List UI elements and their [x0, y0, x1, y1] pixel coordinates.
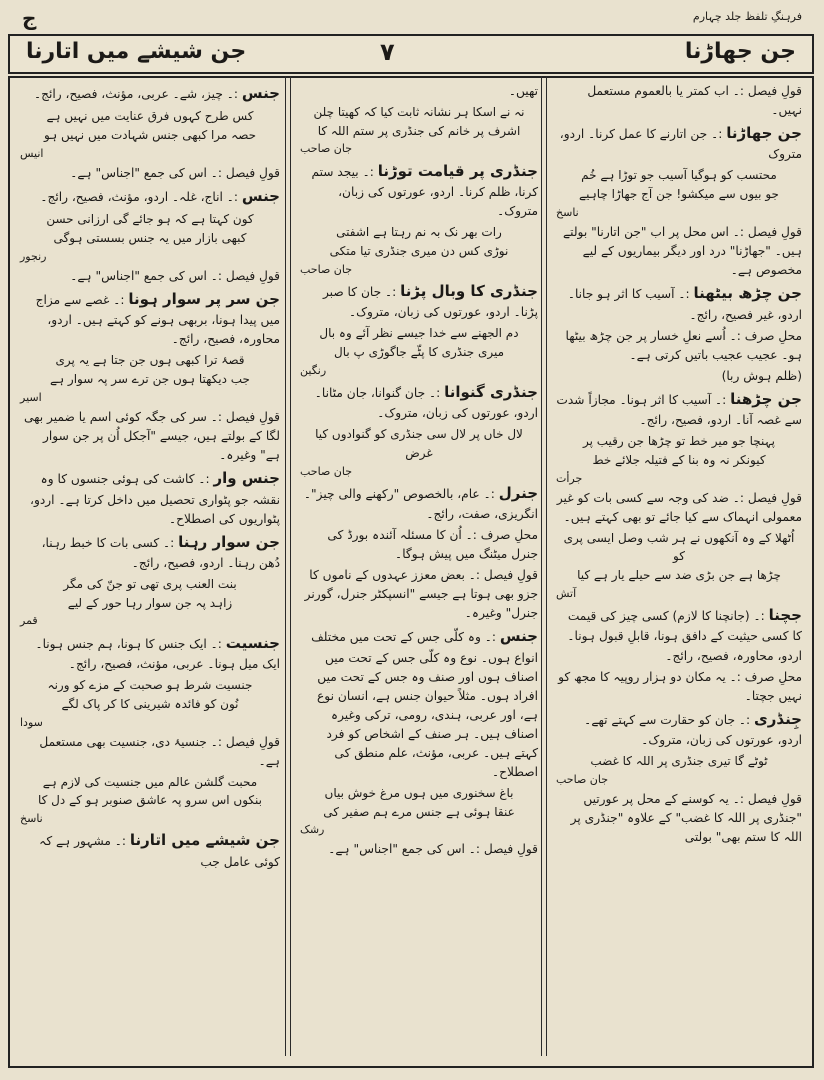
- headword: جن سر پر سوار ہونا: [128, 290, 280, 309]
- headword: جنڈری کا وبال پڑنا: [400, 281, 538, 300]
- definition-text: :۔ وہ کلّی جس کے تحت میں مختلف انواع ہوں۔ نوع وہ کلّی جس کے تحت میں اصناف ہوں اور صنف وہ جس کے تحت میں افراد ہوں۔ مثلاً حیوان جنس ہے، انسان نوع ہے، اور عربی، ہندی، رومی، ترکی وغیرہ اصناف ہیں۔ ہر صنف کے اشخاص کو فرد کہتے ہیں۔ عربی، مؤنث، علم منطق کی اصطلاح۔: [311, 630, 538, 779]
- entry-text: [556, 223, 802, 280]
- verse-quote: [20, 773, 280, 828]
- first-headword: جن جھاڑنا: [684, 39, 796, 64]
- entry-text: [300, 526, 538, 564]
- definition-text: :۔ کسی بات کا خبط رہنا، دُھن رہنا۔ اردو، فصیح، رائج۔: [41, 535, 280, 571]
- verse-line: جب دیکھتا ہوں جن ترے سر پہ سوار ہے: [50, 372, 250, 387]
- verse-quote: [20, 575, 280, 630]
- poet-name: جرأت: [556, 471, 583, 485]
- dictionary-entry: [300, 381, 538, 423]
- verse-quote: [20, 676, 280, 731]
- verse-quote: [300, 425, 538, 480]
- verse-line: کیونکر نہ وہ بنا کے فتیلہ جلائے خط: [592, 452, 766, 467]
- definition-text: :۔ چیز، شے۔ عربی، مؤنث، فصیح، رائج۔: [33, 87, 242, 101]
- definition-text: محلِ صرف :۔ یہ مکان دو ہزار روپیہ کا مجھ کو نہیں جچتا۔: [558, 669, 802, 703]
- dictionary-entry: [20, 185, 280, 208]
- dictionary-entry: [300, 280, 538, 322]
- definition-text: قولِ فیصل :۔ سر کی جگہ کوئی اسم یا ضمیر بھی لگا کے بولتے ہیں، جیسے "آجکل اُن پر جن سوار ہے" وغیرہ۔: [24, 410, 280, 463]
- dictionary-entry: [556, 708, 802, 750]
- definition-text: :۔ آسیب کا اثر ہو جانا۔ اردو، غیر فصیح، رائج۔: [567, 287, 802, 322]
- verse-line: لال خاں پر لال سی جنڈری کو گنوادوں کیا غرض: [315, 427, 523, 460]
- verse-line: اُٹھلا کے وہ آنکھوں نے ہر شب وصل ایسی پری کو: [563, 530, 795, 564]
- verse-line: کون کہتا ہے کہ ہو جائے گی ارزانی حسن: [46, 212, 254, 227]
- headword: جِنڈری: [754, 709, 802, 728]
- definition-text: قولِ فیصل :۔ جنسیۂ دی، جنسیت بھی مستعمل ہے۔: [39, 734, 280, 768]
- poet-name: رنجور: [20, 249, 47, 263]
- verse-line: حصہ مرا کبھی جنس شہادت میں نہیں ہو: [43, 128, 257, 143]
- headword: جن شیشے میں اتارنا: [129, 831, 280, 850]
- poet-name: جان صاحب: [300, 464, 353, 478]
- entry-text: [300, 82, 538, 101]
- entry-text: [20, 164, 280, 183]
- verse-line: رات بھر نک بہ نم رہتا ہے اشفتی: [336, 225, 502, 240]
- verse-line: جنسیت شرط ہو صحبت کے مزے کو ورنہ: [47, 678, 253, 693]
- dictionary-entry: [20, 467, 280, 528]
- verse-quote: [20, 210, 280, 265]
- verse-line: چڑھا ہے جن بڑی ضد سے حیلے یار ہے کیا: [577, 568, 781, 583]
- verse-line: میری جنڈری کا پٹّے جاگوڑی پ بال: [333, 344, 505, 359]
- verse-line: پہنچا جو میر خط تو چڑھا جن رقیب پر: [582, 434, 776, 449]
- verse-line: دم الجھنے سے خدا جیسے نظر آئے وہ بال: [319, 326, 519, 341]
- definition-text: :۔ آسیب کا اثر ہونا۔ مجازاً شدت سے غصہ آنا۔ اردو، فصیح، رائج۔: [556, 392, 802, 428]
- verse-line: اشرف پر خانم کی جنڈری پر ستم اللہ کا: [317, 123, 521, 138]
- definition-text: :۔ اناج، غلہ۔ اردو، مؤنث، فصیح، رائج۔: [40, 190, 242, 205]
- headword: جن چڑھ بیٹھنا: [693, 284, 802, 303]
- verse-line: محتسب کو ہوگیا آسیب جو توڑا ہے خُم: [581, 168, 777, 183]
- dictionary-entry: [556, 122, 802, 164]
- dictionary-entry: [556, 282, 802, 324]
- dictionary-entry: [300, 482, 538, 524]
- definition-text: (ظلم ہوش ربا): [721, 368, 802, 383]
- definition-text: :۔ کاشت کی ہوئی جنسوں کا وہ نقشہ جو پٹواری تحصیل میں داخل کرتا ہے۔ اردو، پٹواریوں کی اصطلاح۔: [30, 472, 280, 526]
- definition-text: قولِ فیصل :۔ اس کی جمع "اجناس" ہے۔: [70, 269, 280, 283]
- entry-text: [556, 367, 802, 386]
- definition-text: قولِ فیصل :۔ اب کمتر یا بالعموم مستعمل نہیں۔: [587, 84, 802, 118]
- dictionary-entry: [300, 160, 538, 221]
- headword: جنس: [241, 84, 280, 102]
- verse-line: قصۂ ترا کبھی ہوں جن جتا ہے یہ پری: [55, 353, 245, 368]
- headword: جنس: [499, 627, 538, 646]
- column-rule: [546, 76, 547, 1056]
- running-head: [8, 6, 816, 32]
- verse-quote: [300, 784, 538, 839]
- definition-text: محلِ صرف :۔ اُن کا مسئلہ آئندہ بورڈ کی جنرل میٹنگ میں پیش ہوگا۔: [327, 528, 538, 562]
- definition-text: :۔ مشہور ہے کہ کوئی عامل جب: [39, 834, 280, 869]
- verse-quote: [20, 351, 280, 406]
- verse-line: کبھی بازار میں یہ جنس بسستی ہوگی: [53, 231, 247, 246]
- headword: جنسیت: [225, 633, 280, 652]
- last-headword: جن شیشے میں اتارنا: [26, 39, 247, 64]
- headword: جنڈری پر قیامت توڑنا: [377, 161, 538, 180]
- definition-text: :۔ جان کا صبر پڑنا۔ اردو، عورتوں کی زبان، متروک۔: [322, 284, 538, 320]
- verse-quote: [556, 166, 802, 221]
- verse-quote: [300, 223, 538, 278]
- verse-line: جو بیوں سے میکشو! جن آج جھاڑا چاہیے: [579, 187, 779, 202]
- definition-text: :۔ عام، بالخصوص "رکھنے والی چیز"۔ انگریزی، صفت، رائج۔: [303, 486, 538, 522]
- headword-header: [8, 34, 814, 74]
- poet-name: جان صاحب: [300, 262, 353, 276]
- column-right: [548, 76, 810, 1058]
- poet-name: اسیر: [20, 390, 42, 404]
- column-left: [12, 76, 288, 1058]
- verse-line: نہ نے اسکا ہر نشانہ ثابت کیا کہ کھیتا چلن: [313, 105, 525, 120]
- entry-text: [556, 82, 802, 120]
- headword: جنڈری گنوانا: [444, 382, 538, 401]
- entry-text: [556, 327, 802, 365]
- definition-text: قولِ فیصل :۔ اس کی جمع "اجناس" ہے۔: [70, 165, 280, 180]
- poet-name: سودا: [20, 715, 43, 729]
- entry-text: [20, 267, 280, 286]
- verse-quote: [556, 529, 802, 602]
- headword: جن سوار رہنا: [178, 532, 280, 551]
- verse-line: ٹوٹے گا تیری جنڈری پر اللہ کا غضب: [590, 754, 768, 769]
- entry-text: [20, 733, 280, 771]
- verse-quote: [20, 107, 280, 162]
- dictionary-entry: [20, 632, 280, 674]
- verse-line: زاہد پہ جن سوار رہا حور کے لیے: [67, 595, 233, 610]
- poet-name: انیس: [20, 146, 44, 160]
- definition-text: تھیں۔: [508, 84, 538, 98]
- headword: جنرل: [498, 483, 538, 502]
- dictionary-entry: [556, 388, 802, 430]
- running-head-title: فرہنگِ تلفظ جلد چہارم: [692, 10, 802, 23]
- headword: جن چڑھنا: [730, 389, 802, 408]
- definition-text: :۔ (جانچنا کا لازم) کسی چیز کی قیمت کا کسی حیثیت کے دافق ہونا، قابلِ قبول ہونا۔ اردو، محاورہ، فصیح، رائج۔: [567, 609, 802, 663]
- verse-line: بنت العنب پری تھی تو جنّ کی مگر: [63, 577, 237, 592]
- verse-quote: [300, 324, 538, 379]
- definition-text: قولِ فیصل :۔ اس کی جمع "اجناس" ہے۔: [328, 842, 538, 857]
- poet-name: ناسخ: [556, 205, 579, 219]
- headword: جن جھاڑنا: [726, 124, 802, 143]
- entry-text: [20, 408, 280, 465]
- poet-name: آتش: [556, 586, 577, 600]
- entry-text: [300, 840, 538, 859]
- entry-text: [556, 668, 802, 706]
- definition-text: قولِ فیصل :۔ یہ کوسنے کے محل پر عورتیں "جنڈری پر اللہ کا غضب" کے علاوہ "جنڈری پر اللہ کا ستم بھی" بولتی: [570, 791, 802, 844]
- dictionary-entry: [20, 288, 280, 349]
- verse-quote: [556, 752, 802, 788]
- verse-quote: [300, 103, 538, 158]
- headword: جچنا: [768, 606, 802, 625]
- verse-quote: [556, 432, 802, 487]
- verse-line: محبت گلشن عالم میں جنسیت کی لازم ہے: [42, 774, 258, 789]
- headword: جنس: [241, 187, 280, 206]
- definition-text: :۔ غصے سے مزاج میں پیدا ہونا، بربھی ہونے کو کہتے ہیں۔ اردو، محاورہ، فصیح، رائج۔: [35, 293, 280, 347]
- definition-text: قولِ فیصل :۔ ضد کی وجہ سے کسی بات کو غیر معمولی انہماک سے کیا جائے تو بھی کہتے ہیں۔: [556, 490, 802, 524]
- definition-text: :۔ جان گنوانا، جان مٹانا۔ اردو، عورتوں کی زبان، متروک۔: [314, 385, 538, 421]
- verse-line: نوڑی کس دن میری جنڈری تیا متکی: [329, 243, 509, 258]
- poet-name: رشک: [300, 823, 325, 837]
- definition-text: :۔ جان کو حقارت سے کہتے تھے۔ اردو، عورتوں کی زبان، متروک۔: [584, 712, 802, 747]
- entry-text: [556, 489, 802, 527]
- poet-name: جان صاحب: [300, 142, 353, 156]
- verse-line: نُون کو فائدہ شیرینی کا کر پاک لگے: [61, 696, 239, 711]
- definition-text: قولِ فیصل :۔ بعض معزز عہدوں کے ناموں کا جزو بھی ہوتا ہے جیسے "انسپکٹر جنرل، گورنر جنرل" وغیرہ۔: [304, 568, 538, 621]
- entry-text: [556, 790, 802, 847]
- poet-name: رنگین: [300, 363, 327, 377]
- verse-line: بنکوں اس سرو پہ عاشق صنوبر ہو کے دل کا: [37, 793, 262, 808]
- page-number: ۷: [380, 38, 395, 66]
- dictionary-entry: [20, 531, 280, 573]
- column-rule: [290, 76, 291, 1056]
- dictionary-entry: [300, 625, 538, 782]
- poet-name: قمر: [20, 614, 38, 628]
- running-head-letter: ج: [22, 6, 37, 30]
- column-middle: [292, 76, 546, 1058]
- definition-text: :۔ بیجد ستم کرنا، ظلم کرنا۔ اردو، عورتوں کی زبان، متروک۔: [311, 164, 538, 219]
- poet-name: ناسخ: [20, 812, 43, 826]
- dictionary-entry: [20, 829, 280, 871]
- poet-name: جان صاحب: [556, 772, 609, 786]
- headword: جنس وار: [213, 469, 280, 488]
- definition-text: :۔ جن اتارنے کا عمل کرنا۔ اردو، متروک: [559, 127, 802, 162]
- dictionary-entry: [556, 604, 802, 665]
- dictionary-entry: [20, 82, 280, 105]
- verse-line: باغ سخنوری میں ہوں مرغ خوش بیاں: [324, 785, 514, 800]
- verse-line: کس طرح کہوں فرق عنایت میں نہیں ہے: [46, 109, 254, 124]
- definition-text: محلِ صرف :۔ اُسے نعلِ خسار پر جن چڑھ بیٹھا ہو۔ عجیب عجیب باتیں کرتی ہے۔: [565, 328, 802, 362]
- entry-text: [300, 566, 538, 623]
- definition-text: قولِ فیصل :۔ اس محل پر اب "جن اتارنا" بولتے ہیں۔ "جھاڑنا" درد اور دیگر بیماریوں کے لیے مخصوص ہے۔: [563, 225, 802, 278]
- definition-text: :۔ ایک جنس کا ہونا، ہم جنس ہونا۔ ایک میل ہونا۔ عربی، مؤنث، فصیح، رائج۔: [35, 636, 280, 672]
- verse-line: عنقا ہوئی ہے جنس مرے ہم صفیر کی: [323, 804, 515, 819]
